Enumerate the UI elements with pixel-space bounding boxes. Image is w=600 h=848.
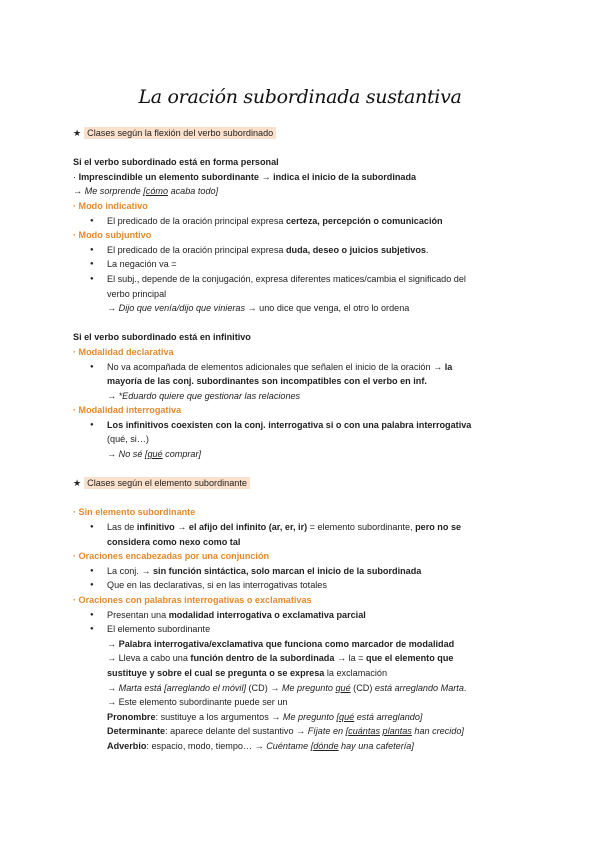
- section-heading-text: Clases según el elemento subordinante: [84, 477, 250, 489]
- section-heading-text: Clases según la flexión del verbo subordinado: [84, 127, 276, 139]
- list-item: ● El predicado de la oración principal expresa duda, deseo o juicios subjetivos.: [73, 243, 533, 258]
- list-item: ● El subj., depende de la conjugación, expresa diferentes matices/cambia el significado del: [73, 272, 533, 287]
- list-item-cont: → Lleva a cabo una función dentro de la subordinada → la = que el elemento que: [107, 653, 454, 664]
- label-interrogativas: · Oraciones con palabras interrogativas o exclamativas: [73, 595, 312, 605]
- list-item: ● Las de infinitivo → el afijo del infinito (ar, er, ir) = elemento subordinante, pero no se: [73, 520, 533, 535]
- list-item-cont: Determinante: aparece delante del sustantivo → Fíjate en [cuántas plantas han crecido]: [107, 726, 464, 737]
- list-item: ● Que en las declarativas, si en las interrogativas totales: [73, 578, 533, 593]
- list-item-cont: considera como nexo como tal: [107, 536, 241, 547]
- rule-line: · Imprescindible un elemento subordinante → indica el inicio de la subordinada: [73, 171, 417, 182]
- list-item-cont: → *Eduardo quiere que gestionar las relaciones: [107, 390, 301, 401]
- list-item: ● No va acompañada de elementos adicionales que señalen el inicio de la oración → la: [73, 360, 533, 375]
- label-sin-elemento: · Sin elemento subordinante: [73, 507, 196, 518]
- section-heading-elemento: [73, 476, 533, 491]
- list-item-cont: → Palabra interrogativa/exclamativa que funciona como marcador de modalidad: [107, 638, 455, 649]
- list-item: ● Presentan una modalidad interrogativa o exclamativa parcial: [73, 608, 533, 623]
- list-item-cont: → No sé [qué comprar]: [107, 449, 202, 460]
- list-item-cont: mayoría de las conj. subordinantes son incompatibles con el verbo en inf.: [107, 376, 427, 387]
- list-item-cont: (qué, si…): [107, 434, 149, 445]
- list-item: ● La conj. → sin función sintáctica, solo marcan el inicio de la subordinada: [73, 564, 533, 579]
- star-icon: ★: [73, 478, 82, 489]
- subheading-infinitivo: Si el verbo subordinado está en infinitivo: [73, 332, 251, 343]
- list-item: ● El predicado de la oración principal expresa certeza, percepción o comunicación: [73, 214, 533, 229]
- subheading-personal: Si el verbo subordinado está en forma personal: [73, 157, 279, 168]
- list-item-cont: Adverbio: espacio, modo, tiempo… → Cuéntame [dónde hay una cafetería]: [107, 740, 414, 751]
- list-item-cont: → Dijo que venía/dijo que vinieras → uno dice que venga, el otro lo ordena: [107, 303, 410, 314]
- list-item-cont: → Marta está [arreglando el móvil] (CD) → Me pregunto qué (CD) está arreglando Marta.: [107, 682, 467, 693]
- list-item: ● Los infinitivos coexisten con la conj. interrogativa si o con una palabra interrogativa: [73, 418, 533, 433]
- section-heading-flexion: [73, 126, 533, 141]
- label-interrogativa: · Modalidad interrogativa: [73, 405, 182, 416]
- label-declarativa: · Modalidad declarativa: [73, 346, 174, 357]
- notes-body: [73, 126, 533, 754]
- label-subjuntivo: · Modo subjuntivo: [73, 230, 152, 241]
- star-icon: ★: [73, 128, 82, 138]
- example-line: → Me sorprende [cómo acaba todo]: [73, 186, 219, 197]
- label-indicativo: · Modo indicativo: [73, 200, 148, 211]
- page-title: La oración subordinada sustantiva: [138, 86, 462, 108]
- list-item-cont: sustituye y sobre el cual se pregunta o se expresa la exclamación: [107, 667, 388, 678]
- label-conjuncion: · Oraciones encabezadas por una conjunción: [73, 551, 270, 562]
- list-item-cont: Pronombre: sustituye a los argumentos → Me pregunto [qué está arreglando]: [107, 711, 423, 722]
- list-item-cont: → Este elemento subordinante puede ser un: [107, 697, 288, 708]
- list-item-cont: verbo principal: [107, 288, 167, 299]
- list-item: ● El elemento subordinante: [73, 622, 533, 637]
- list-item: ● La negación va =: [73, 257, 533, 272]
